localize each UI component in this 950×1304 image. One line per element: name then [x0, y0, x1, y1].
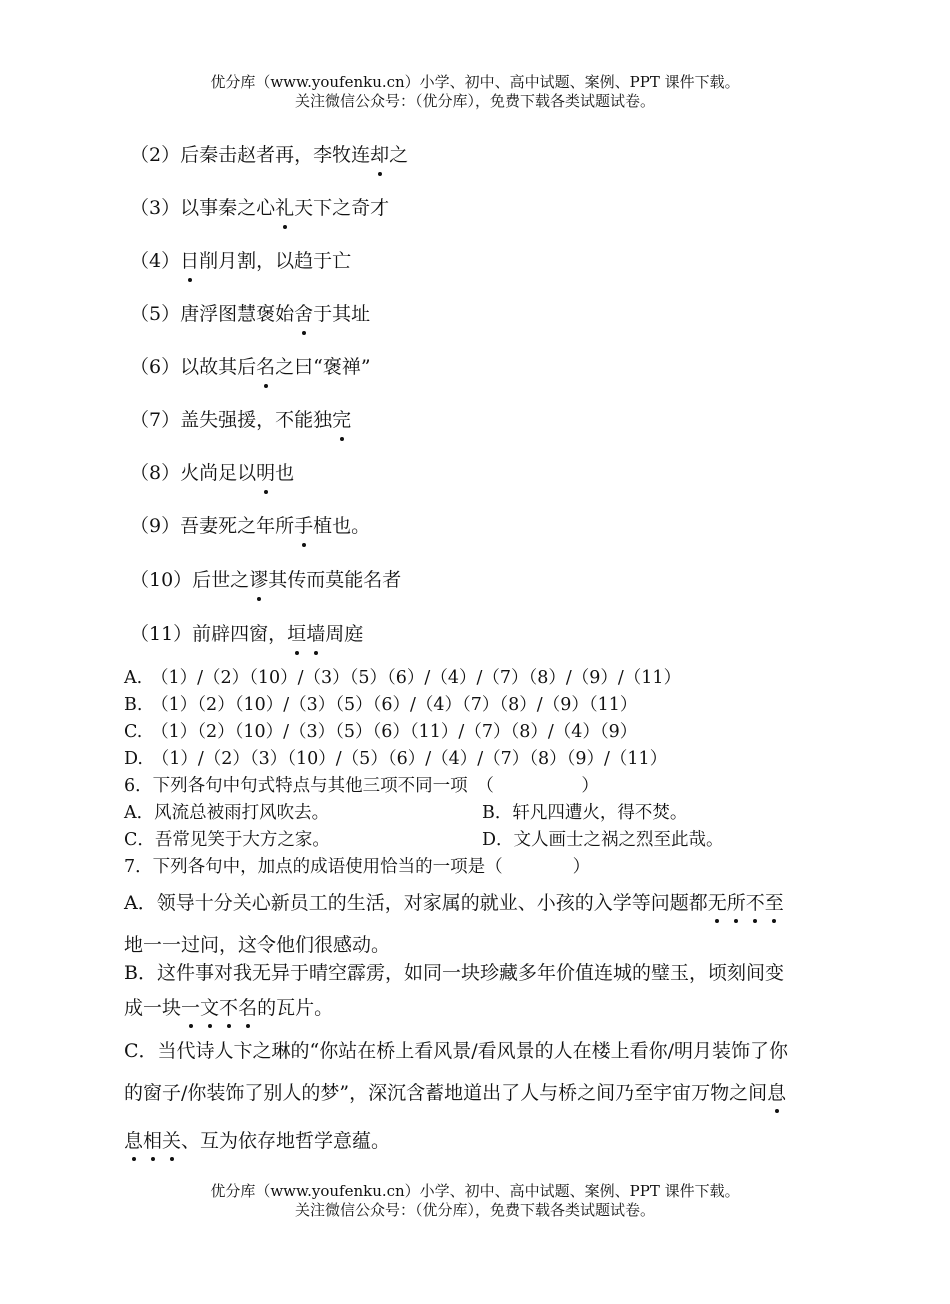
emphasis-dot-char: 名	[256, 356, 276, 378]
item-8: （8）火尚足以明也	[130, 462, 295, 484]
q5-option-b: B. （1）（2）（10）/（3）（5）（6）/（4）（7）（8）/（9）（11）	[124, 695, 638, 715]
q7-stem: 7．下列各句中，加点的成语使用恰当的一项是（ ）	[124, 857, 591, 877]
footer-line-1: 优分库（www.youfenku.cn）小学、初中、高中试题、案例、PPT 课件下载。	[210, 1182, 740, 1200]
footer-line-2: 关注微信公众号：（优分库），免费下载各类试题试卷。	[294, 1201, 655, 1219]
page-footer	[0, 1182, 950, 1220]
q6-option-d: D．文人画士之祸之烈至此哉。	[482, 830, 724, 850]
q5-option-c: C. （1）（2）（10）/（3）（5）（6）（11）/（7）（8）/（4）（9）	[124, 722, 638, 742]
emphasis-dot-char: 息	[767, 1082, 787, 1104]
item-4: （4）日削月割，以趋于亡	[130, 250, 352, 272]
emphasis-dot-chars: 无所不至	[707, 892, 784, 914]
item-11: （11）前辟四窗，垣墙周庭	[130, 623, 364, 645]
item-6: （6）以故其后名之曰“褒禅”	[130, 356, 371, 378]
emphasis-dot-char: 礼	[275, 197, 295, 219]
q6-option-b: B．轩凡四遭火，得不焚。	[482, 803, 688, 823]
item-7: （7）盖失强援，不能独完	[130, 409, 352, 431]
emphasis-dot-char: 手	[294, 515, 314, 537]
emphasis-dot-char: 明	[256, 462, 276, 484]
emphasis-dot-char: 日	[180, 250, 200, 272]
q6-option-c: C．吾常见笑于大方之家。	[124, 830, 330, 850]
emphasis-dot-char: 谬	[249, 569, 269, 591]
q5-option-a: A. （1）/（2）（10）/（3）（5）（6）/（4）/（7）（8）/（9）/（11）	[124, 668, 682, 688]
q6-option-a: A．风流总被雨打风吹去。	[124, 803, 330, 823]
emphasis-dot-char: 却	[370, 144, 390, 166]
emphasis-dot-char: 完	[332, 409, 352, 431]
emphasis-dot-chars: 垣墙	[287, 623, 326, 645]
q7-option-a-line1: A．领导十分关心新员工的生活，对家属的就业、小孩的入学等问题都无所不至	[124, 892, 784, 914]
q7-option-c-line2: 的窗子/你装饰了别人的梦”，深沉含蓄地道出了人与桥之间乃至宇宙万物之间息	[124, 1082, 787, 1104]
item-9: （9）吾妻死之年所手植也。	[130, 515, 371, 537]
q7-option-b-line2: 成一块一文不名的瓦片。	[124, 997, 334, 1019]
emphasis-dot-chars: 一文不名	[181, 997, 258, 1019]
item-3: （3）以事秦之心礼天下之奇才	[130, 197, 390, 219]
header-line-2: 关注微信公众号：（优分库），免费下载各类试题试卷。	[294, 92, 655, 110]
item-5: （5）唐浮图慧褒始舍于其址	[130, 303, 371, 325]
q7-option-c-line1: C．当代诗人卞之琳的“你站在桥上看风景/看风景的人在楼上看你/明月装饰了你	[124, 1040, 789, 1062]
q7-option-b-line1: B．这件事对我无异于晴空霹雳，如同一块珍藏多年价值连城的璧玉，顷刻间变	[124, 962, 784, 984]
q5-option-d: D. （1）/（2）（3）（10）/（5）（6）/（4）/（7）（8）（9）/（11）	[124, 749, 668, 769]
emphasis-dot-char: 舍	[294, 303, 314, 325]
q6-stem: 6．下列各句中句式特点与其他三项不同一项 （ ）	[124, 776, 599, 796]
page-header-top	[0, 73, 950, 111]
q7-option-c-line3: 息相关、互为依存地哲学意蕴。	[124, 1130, 391, 1152]
emphasis-dot-chars: 息相关	[124, 1130, 182, 1152]
q7-option-a-line2: 地一一过问，这令他们很感动。	[124, 934, 391, 956]
item-10: （10）后世之谬其传而莫能名者	[130, 569, 402, 591]
header-line-1: 优分库（www.youfenku.cn）小学、初中、高中试题、案例、PPT 课件下载。	[210, 73, 740, 91]
item-2: （2）后秦击赵者再，李牧连却之	[130, 144, 409, 166]
